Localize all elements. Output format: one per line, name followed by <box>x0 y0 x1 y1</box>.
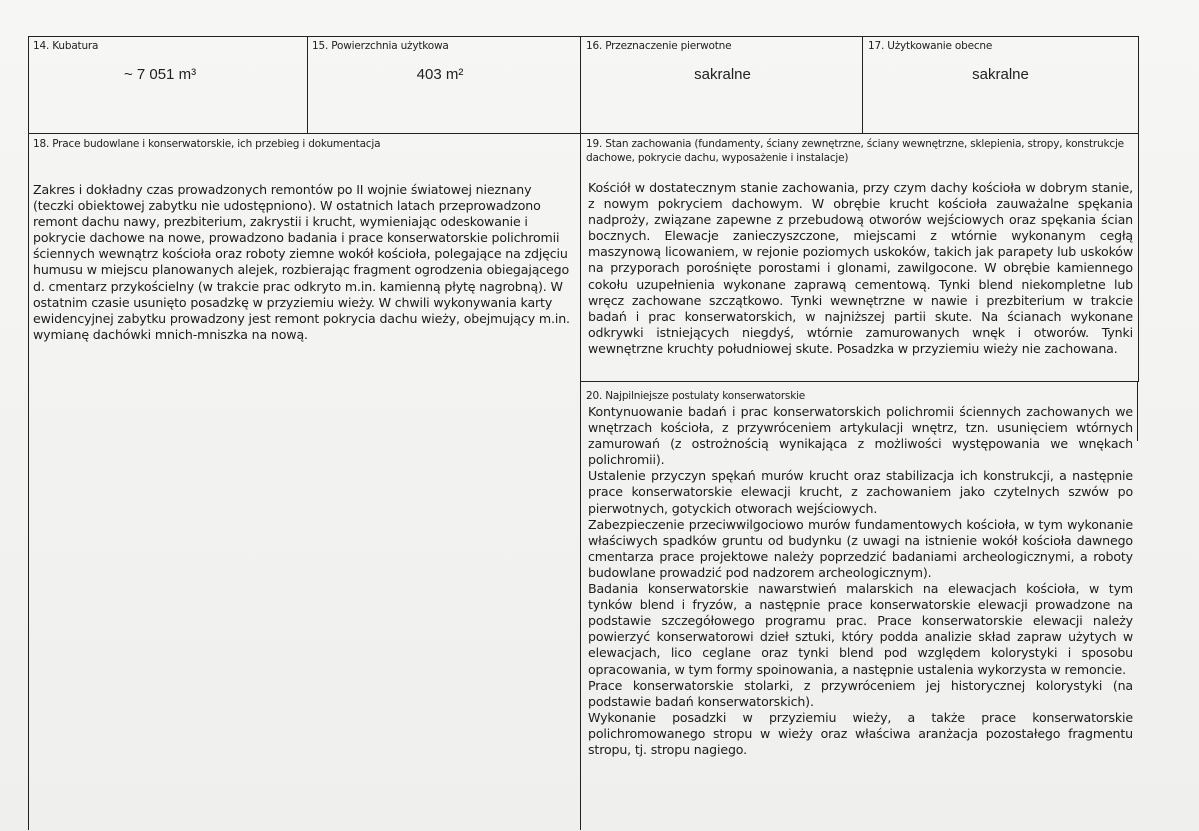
sec20-right-border <box>1137 381 1138 441</box>
value-kubatura: ~ 7 051 m³ <box>123 66 197 83</box>
divider-16-17 <box>862 36 863 134</box>
sec19-paragraph: Kościół w dostatecznym stanie zachowania, przy czym dachy kościoła w dobrym stanie, z nowym pokryciem dachowym. W obrębie krucht kościoła zauważalne spękania nadproży, związane zapewne z przebudową otworów wejściowych oraz spękania ścian bocznych. Elewacje zanieczyszczone, miejscami z wtórnie wykonanym cegłą maszynową licowaniem, w rejonie poziomych uskoków, takich jak parapety lub uskoków na przyporach porośnięte porostami i glonami, zawilgocone. W obrębie kamiennego cokołu uzupełnienia wykonane zaprawą cementową. Tynki blend niekompletne lub wręcz zachowane szczątkowo. Tynki wewnętrzne w nawie i prezbiterium w trakcie badań i prac konserwatorskich, w najniższej partii skute. Na ścianach wykonane odkrywki istniejących niegdyś, wtórnie zamurowanych wnęk i otworów. Tynki wewnętrzne kruchty południowej skute. Posadzka w przyziemiu wieży nie zachowana. <box>588 180 1133 356</box>
label-19-stan-line2: dachowe, pokrycie dachu, wyposażenie i instalacje) <box>586 152 849 164</box>
sec18-paragraph: Zakres i dokładny czas prowadzonych remontów po II wojnie światowej nieznany (teczki obiektowej zabytku nie udostępniono). W ostatnich latach przeprowadzono remont dachu nawy, prezbiterium, zakrystii i krucht, wymieniając odeskowanie i pokrycie dachowe na nowe, prowadzono badania i prace konserwatorskie polichromii ściennych wewnątrz kościoła oraz roboty ziemne wokół kościoła, polegające na zdjęciu humusu w miejscu planowanych alejek, rozbierając fragment ogrodzenia obiegającego d. cmentarz przykościelny (w trakcie prac odkryto m.in. kamienną płytę nagrobną). W ostatnim czasie usunięto posadzkę w przyziemiu wieży. W chwili wykonywania karty ewidencyjnej zabytku prowadzony jest remont pokrycia dachu wieży, obejmujący m.in. wymianę dachówki mnich-mniszka na nową. <box>33 182 570 342</box>
value-uzytkowanie: sakralne <box>972 66 1029 83</box>
sec18-text <box>33 182 573 343</box>
sec20-paragraph-5: Prace konserwatorskie stolarki, z przywróceniem jej historycznej kolorystyki (na podstawie badań konserwatorskich). <box>588 677 1133 709</box>
label-14-kubatura: 14. Kubatura <box>33 40 99 52</box>
sec20-paragraph-3: Zabezpieczenie przeciwwilgociowo murów fundamentowych kościoła, w tym wykonanie właściwych spadków gruntu od budynku (z uwagi na istnienie wokół kościoła dawnego cmentarza prace projektowe należy poprzedzić badaniami archeologicznymi, a roboty budowlane prowadzić pod nadzorem archeologicznym). <box>588 516 1133 580</box>
divider-15-16 <box>580 36 581 134</box>
label-17-uzytkowanie: 17. Użytkowanie obecne <box>868 40 993 52</box>
sec20-text <box>588 404 1133 758</box>
label-20-postulaty: 20. Najpilniejsze postulaty konserwatorskie <box>586 390 806 402</box>
divider-14-15 <box>307 36 308 134</box>
value-przeznaczenie: sakralne <box>694 66 751 83</box>
label-19-stan-line1: 19. Stan zachowania (fundamenty, ściany zewnętrzne, ściany wewnętrzne, sklepienia, stropy, konstrukcje <box>586 138 1124 150</box>
label-15-powierzchnia: 15. Powierzchnia użytkowa <box>312 40 449 52</box>
sec20-top-border <box>580 381 1139 382</box>
label-18-prace: 18. Prace budowlane i konserwatorskie, ich przebieg i dokumentacja <box>33 138 381 150</box>
sec20-paragraph-2: Ustalenie przyczyn spękań murów krucht oraz stabilizacja ich konstrukcji, a następnie prace konserwatorskie elewacji krucht, z zachowaniem jako czytelnych szwów po pierwotnych, gotyckich otworach wejściowych. <box>588 468 1133 516</box>
sec20-paragraph-6: Wykonanie posadzki w przyziemiu wieży, a także prace konserwatorskie polichromowanego stropu w wieży oraz właściwa aranżacja pozostałego fragmentu stropu, tj. stropu nagiego. <box>588 709 1133 757</box>
label-16-przeznaczenie: 16. Przeznaczenie pierwotne <box>586 40 732 52</box>
sec20-paragraph-1: Kontynuowanie badań i prac konserwatorskich polichromii ściennych zachowanych we wnętrzach kościoła, z przywróceniem artykulacji wnętrz, tzn. usunięciem wtórnych zamurowań (z ostrożnością wynikająca z możliwości występowania we wnękach polichromii). <box>588 404 1133 468</box>
sec19-text <box>588 180 1133 357</box>
value-powierzchnia: 403 m² <box>416 66 464 83</box>
sec20-paragraph-4: Badania konserwatorskie nawarstwień malarskich na elewacjach kościoła, w tym tynków blend i fryzów, a następnie prace konserwatorskie elewacji prowadzone na podstawie szczegółowego programu prac. Prace konserwatorskie elewacji należy powierzyć konserwatorowi dzieł sztuki, który podda analizie skład zapraw użytych w elewacjach, lico ceglane oraz tynki blend pod względem kolorystyki i sposobu opracowania, w tym formy spoinowania, a następnie ustalenia wykorzysta w remoncie. <box>588 581 1133 677</box>
